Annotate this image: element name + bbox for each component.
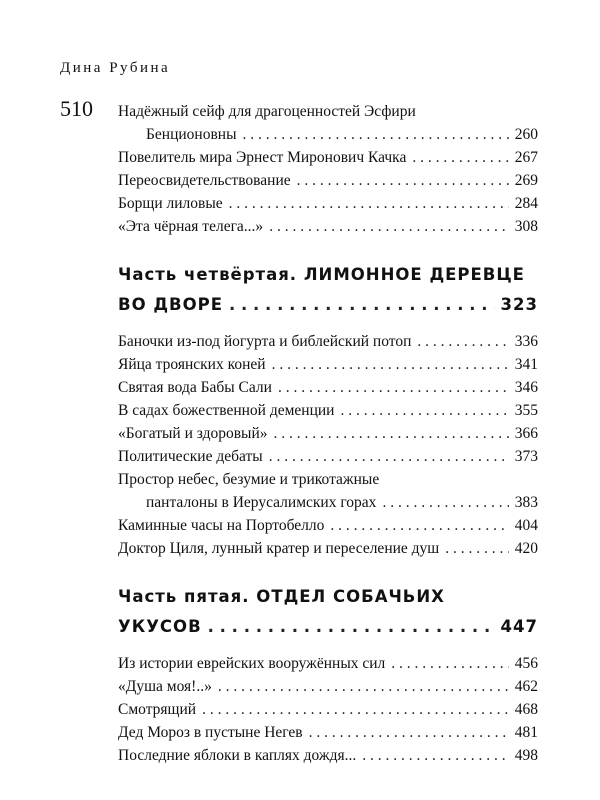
toc-entry-page: 456 [514, 655, 538, 672]
toc-entry-title: Переосвидетельствование [118, 172, 291, 189]
toc-entry-title: Каминные часы на Портобелло [118, 517, 325, 534]
toc-entry-title-cont: Бенционовны [146, 126, 237, 143]
toc-entry-page: 336 [514, 333, 538, 350]
toc-entry-page: 498 [514, 747, 538, 764]
toc-entry [118, 353, 538, 376]
running-header-author: Дина Рубина [60, 60, 171, 76]
toc-entry [118, 445, 538, 468]
leader-dots [208, 612, 495, 642]
toc-entry [118, 514, 538, 537]
leader-dots [218, 675, 509, 698]
toc-entry-page: 420 [514, 540, 538, 557]
leader-dots [340, 399, 508, 422]
toc-entry [118, 330, 538, 353]
toc-entry-title: «Эта чёрная телега...» [118, 218, 264, 235]
toc-entry-title: Политические дебаты [118, 448, 263, 465]
leader-dots [243, 123, 509, 146]
part-heading [118, 260, 538, 320]
toc-entry-title: Святая вода Бабы Сали [118, 379, 272, 396]
toc-entry [118, 192, 538, 215]
leader-dots [445, 537, 509, 560]
part-heading-title-cont: ВО ДВОРЕ [118, 295, 224, 314]
toc-entry-title: «Богатый и здоровый» [118, 425, 268, 442]
leader-dots [417, 330, 508, 353]
toc-entry [118, 537, 538, 560]
leader-dots [330, 514, 508, 537]
leader-dots [297, 169, 509, 192]
part-heading-title: Часть пятая. ОТДЕЛ СОБАЧЬИХ [118, 587, 445, 606]
toc-entry-page: 284 [514, 195, 538, 212]
leader-dots [274, 422, 509, 445]
toc-entry [118, 675, 538, 698]
toc-entry-title: Надёжный сейф для драгоценностей Эсфири [118, 103, 416, 120]
part-heading [118, 582, 538, 642]
toc-entry-page: 481 [514, 724, 538, 741]
toc-entry-title: Смотрящий [118, 701, 197, 718]
toc-entry [118, 652, 538, 675]
toc-entry-title: Доктор Циля, лунный кратер и переселение душ [118, 540, 440, 557]
toc-entry [118, 215, 538, 238]
leader-dots [391, 652, 508, 675]
part-heading-page: 323 [500, 295, 538, 314]
leader-dots [229, 192, 509, 215]
toc-entry-page: 404 [514, 517, 538, 534]
toc-entry [118, 399, 538, 422]
part-heading-title-cont: УКУСОВ [118, 617, 202, 636]
leader-dots [278, 376, 509, 399]
toc-entry-page: 346 [514, 379, 538, 396]
leader-dots [269, 215, 509, 238]
leader-dots [412, 146, 508, 169]
toc-entry-title: Повелитель мира Эрнест Миронович Качка [118, 149, 407, 166]
page-number: 510 [60, 96, 93, 121]
toc-entry-title: Последние яблоки в каплях дождя... [118, 747, 357, 764]
toc-entry-page: 355 [514, 402, 538, 419]
leader-dots [382, 491, 508, 514]
leader-dots [202, 698, 509, 721]
toc-entry [118, 422, 538, 445]
leader-dots [272, 353, 509, 376]
toc-entry-title: Из истории еврейских вооружённых сил [118, 655, 386, 672]
toc-entry-page: 462 [514, 678, 538, 695]
toc-entry-title-cont: панталоны в Иерусалимских горах [146, 494, 377, 511]
toc-entry-page: 267 [514, 149, 538, 166]
toc-entry-title: Простор небес, безумие и трикотажные [118, 471, 380, 488]
toc-entry-title: «Душа моя!..» [118, 678, 212, 695]
toc-entry-page: 468 [514, 701, 538, 718]
toc-entry-page: 260 [514, 126, 538, 143]
toc-entry-page: 383 [514, 494, 538, 511]
table-of-contents [118, 100, 538, 767]
leader-dots [362, 744, 509, 767]
toc-entry-page: 366 [514, 425, 538, 442]
toc-entry-title: Борщи лиловые [118, 195, 223, 212]
toc-entry-page: 269 [514, 172, 538, 189]
toc-entry [118, 169, 538, 192]
toc-entry [118, 146, 538, 169]
toc-entry-title: Яйца троянских коней [118, 356, 266, 373]
toc-entry [118, 698, 538, 721]
toc-entry-page: 373 [514, 448, 538, 465]
toc-entry [118, 100, 538, 146]
leader-dots [309, 721, 509, 744]
toc-entry-title: Баночки из-под йогурта и библейский потоп [118, 333, 412, 350]
toc-entry-page: 308 [514, 218, 538, 235]
toc-entry-title: В садах божественной деменции [118, 402, 335, 419]
toc-entry-page: 341 [514, 356, 538, 373]
part-heading-page: 447 [500, 617, 538, 636]
toc-entry [118, 376, 538, 399]
leader-dots [229, 290, 495, 320]
toc-entry [118, 744, 538, 767]
toc-entry [118, 721, 538, 744]
toc-entry [118, 468, 538, 514]
leader-dots [269, 445, 509, 468]
part-heading-title: Часть четвёртая. ЛИМОННОЕ ДЕРЕВЦЕ [118, 265, 525, 284]
toc-entry-title: Дед Мороз в пустыне Негев [118, 724, 303, 741]
